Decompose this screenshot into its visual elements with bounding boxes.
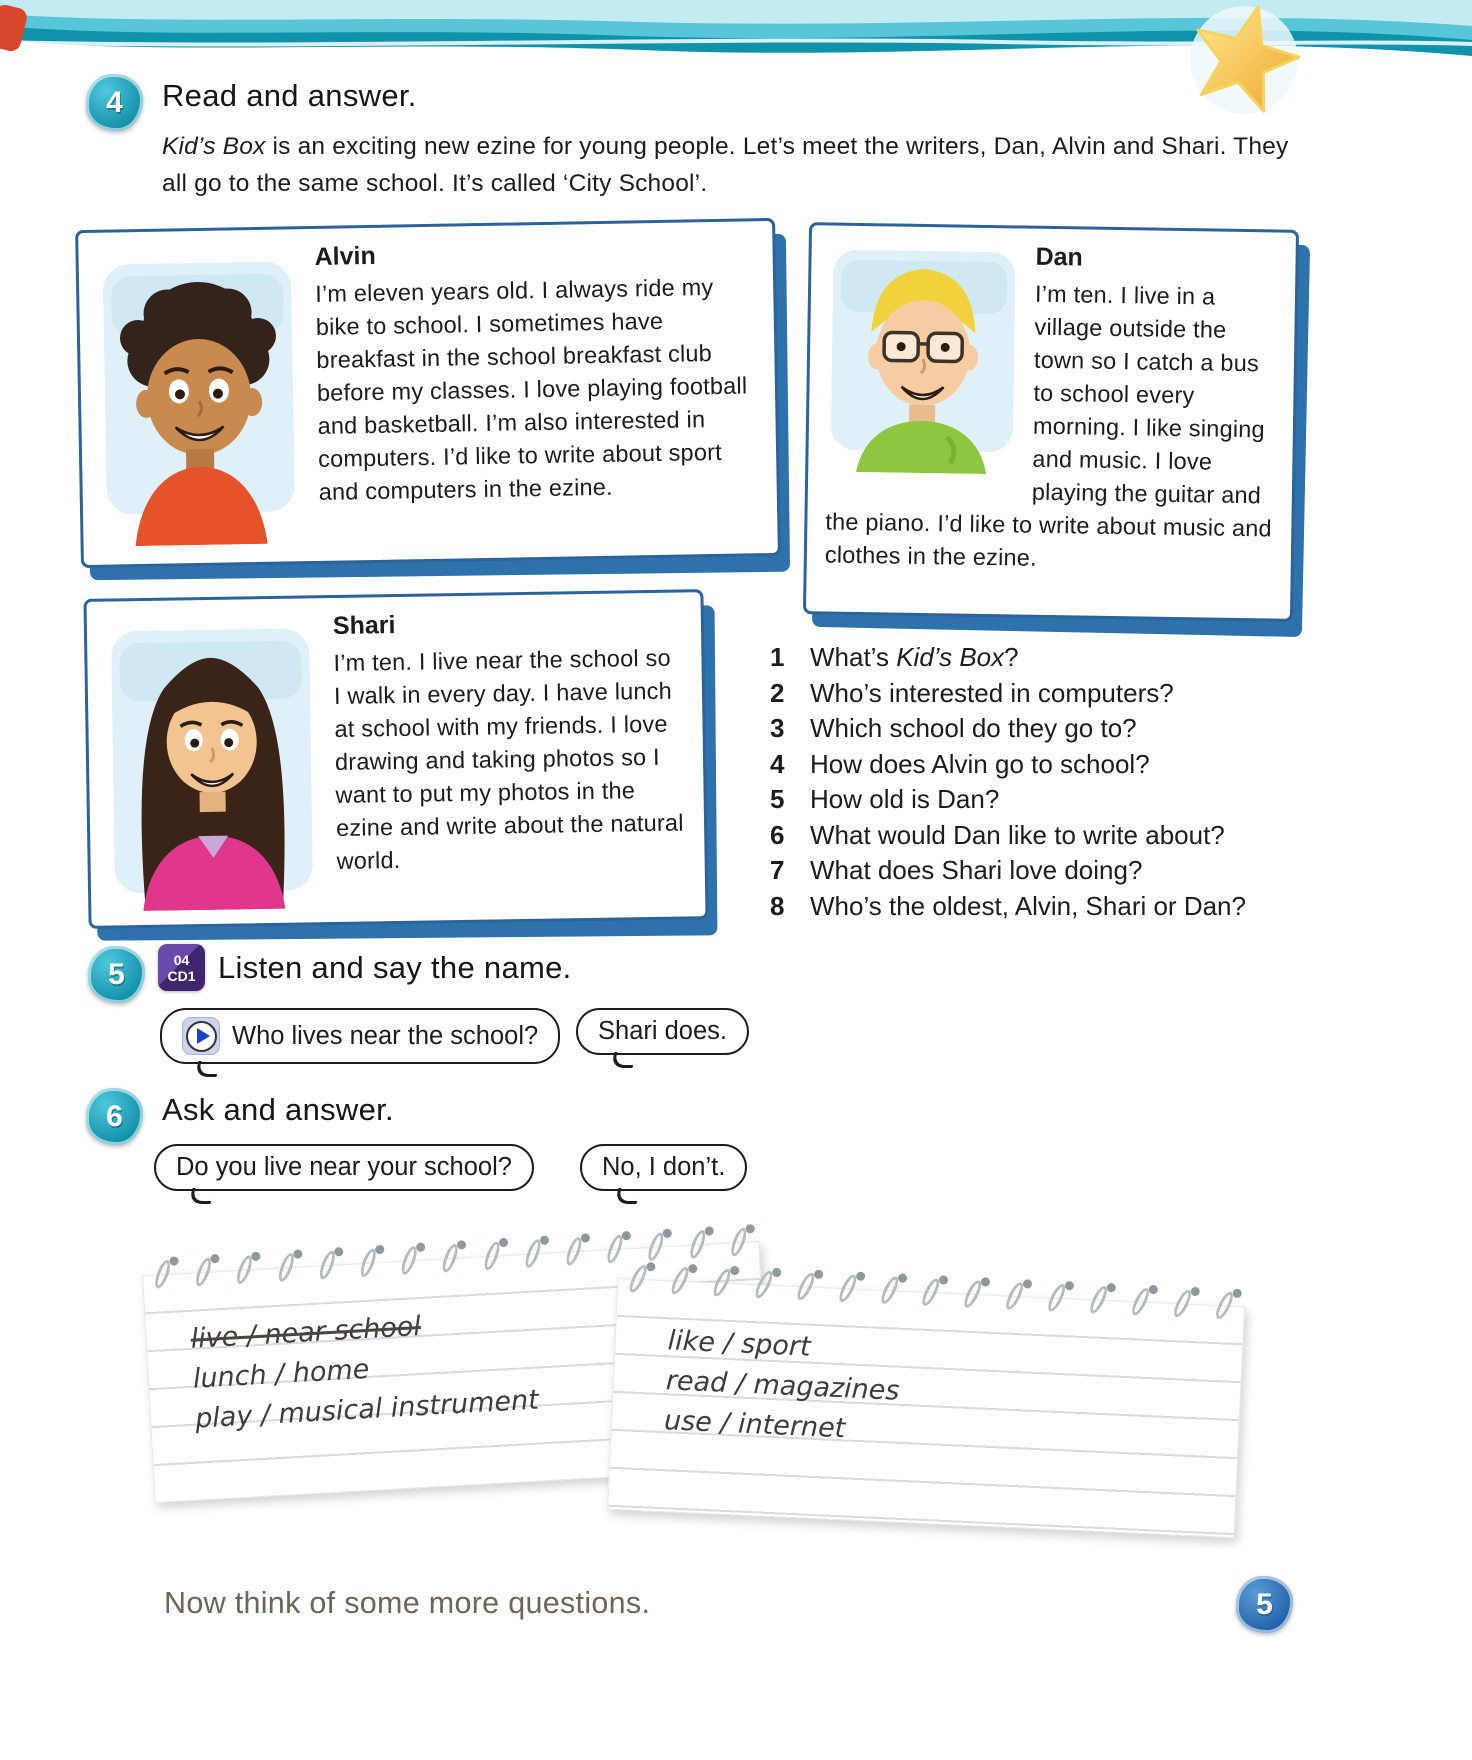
question-text: What does Shari love doing? — [810, 855, 1143, 885]
question-text: Who’s the oldest, Alvin, Shari or Dan? — [810, 890, 1246, 921]
question-text: How old is Dan? — [810, 784, 1000, 814]
shari-name: Shari — [332, 610, 396, 640]
shari-description: I’m ten. I live near the school so I walk in every day. I have lunch at school with my friends. I love drawing and taking photos so I want to put my photos in the ezine and write about the natural world. — [333, 644, 684, 874]
question-text: What would Dan like to write about? — [810, 819, 1225, 850]
star-icon — [1182, 2, 1306, 120]
question-row — [770, 747, 1315, 783]
ask-answer-bubble — [580, 1144, 747, 1191]
note-line: lunch / home — [192, 1353, 371, 1395]
spiral-binding — [632, 1264, 1231, 1321]
intro-text: is an exciting new ezine for young people. Let’s meet the writers, Dan, Alvin and Shari. They all go to the same school. It’s called ‘City School’. — [162, 133, 1289, 197]
question-row — [770, 782, 1315, 818]
activity-5-badge: 5 — [88, 946, 145, 1003]
activity-4-intro — [162, 128, 1312, 202]
dan-avatar — [826, 240, 1020, 480]
question-text: Who’s interested in computers? — [810, 677, 1174, 708]
dan-profile-card — [803, 222, 1299, 622]
note-line: read / magazines — [665, 1365, 901, 1407]
note-line: play / musical instrument — [194, 1384, 540, 1435]
ezine-name-italic: Kid’s Box — [162, 133, 266, 160]
cd-track-number: 04 — [173, 951, 190, 968]
activity-4-badge: 4 — [86, 74, 143, 131]
question-number: 3 — [770, 713, 785, 743]
ask-prompt-text: Do you live near your school? — [176, 1153, 512, 1181]
question-text: How does Alvin go to school? — [810, 748, 1150, 779]
q1-italic: Kid’s Box — [896, 642, 1005, 672]
shari-profile-card — [83, 589, 708, 929]
notepad-2 — [607, 1278, 1245, 1538]
question-row — [770, 711, 1315, 747]
cd-disc-number: CD1 — [167, 967, 196, 984]
question-number: 8 — [770, 890, 785, 921]
play-icon — [182, 1017, 220, 1055]
question-row — [770, 889, 1315, 925]
listen-prompt-text: Who lives near the school? — [232, 1021, 539, 1050]
footer-instruction: Now think of some more questions. — [164, 1586, 651, 1620]
activity-5-title: Listen and say the name. — [218, 950, 572, 985]
question-text — [810, 640, 1315, 676]
questions-list — [770, 640, 1315, 924]
question-text: Which school do they go to? — [810, 713, 1137, 743]
alvin-name: Alvin — [314, 241, 376, 271]
dan-name: Dan — [1035, 242, 1084, 272]
question-number: 4 — [770, 748, 785, 779]
question-row — [770, 853, 1315, 889]
cd-track-icon — [158, 944, 205, 991]
question-row — [770, 640, 1315, 676]
dan-description: I’m ten. I live in a village outside the town so I catch a bus to school every morning. I like singing and music. I love playing the guitar and the piano. I’d like to write about music and clothes in the ezine. — [824, 280, 1272, 571]
listen-answer-text: Shari does. — [598, 1017, 727, 1045]
alvin-avatar — [96, 243, 301, 551]
note-line: live / near school — [189, 1310, 422, 1355]
ask-prompt-bubble — [154, 1144, 534, 1191]
question-number: 6 — [770, 819, 785, 850]
page-number-badge: 5 — [1236, 1576, 1293, 1633]
note-line: like / sport — [667, 1325, 812, 1363]
question-number: 2 — [770, 677, 785, 708]
question-number: 7 — [770, 855, 785, 885]
question-number: 5 — [770, 784, 785, 814]
shari-avatar — [105, 612, 320, 916]
question-number: 1 — [770, 642, 785, 672]
activity-6-title: Ask and answer. — [162, 1092, 394, 1127]
listen-prompt-bubble — [160, 1008, 560, 1064]
ask-answer-text: No, I don’t. — [602, 1153, 726, 1181]
note-line: use / internet — [663, 1405, 846, 1445]
alvin-description: I’m eleven years old. I always ride my bike to school. I sometimes have breakfast in the school breakfast club before my classes. I love playing football and basketball. I’m also interested in computers. I’d like to write about sport and computers in the ezine. — [315, 274, 748, 505]
activity-4-title: Read and answer. — [162, 78, 417, 113]
alvin-profile-card — [75, 218, 781, 568]
listen-answer-bubble — [576, 1008, 749, 1055]
question-row — [770, 818, 1315, 854]
activity-6-badge: 6 — [86, 1088, 143, 1145]
q1-pre: What’s — [810, 642, 897, 672]
question-row — [770, 676, 1315, 712]
q1-post: ? — [1004, 642, 1019, 672]
